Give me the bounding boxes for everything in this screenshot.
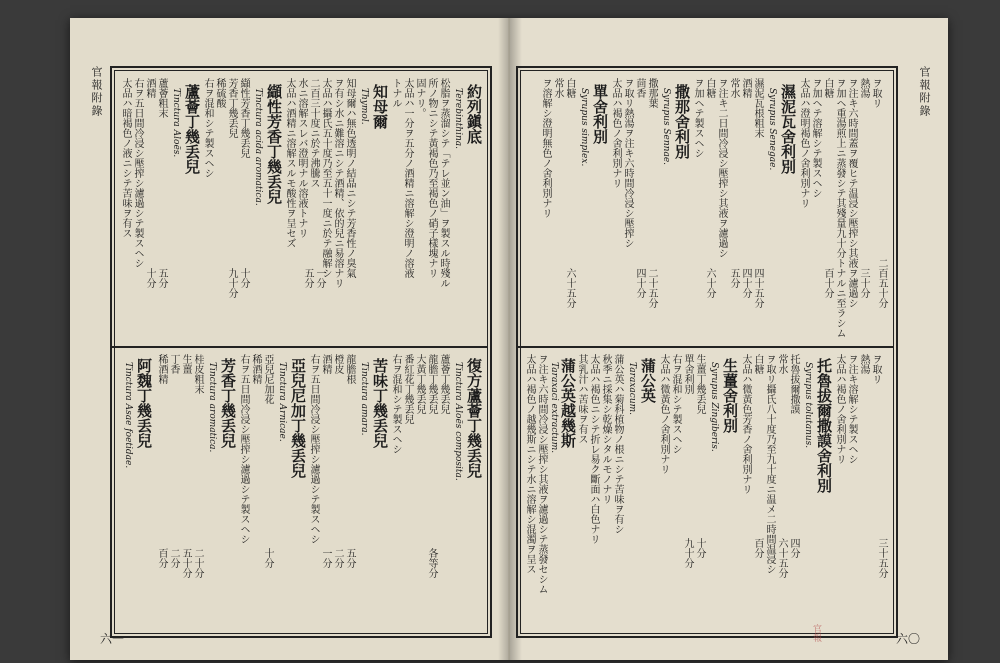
text-line: 太品ハ酒精ニ溶解スルモ酸性ヲ呈セズ	[284, 78, 295, 248]
section-title: 生薑舍利別	[721, 358, 739, 433]
text-line: 白糖	[752, 354, 763, 374]
amount: 二分	[168, 548, 179, 568]
section-title: 蒲公英	[639, 358, 657, 403]
text-line: 右ヲ五日間冷浸シ壓搾シ濾過シテ製スヘシ	[132, 78, 143, 268]
text-line: ヲ取リ	[870, 354, 881, 384]
amount: 四分	[788, 538, 799, 558]
section-title: 撒那舍利別	[673, 84, 691, 159]
text-line: 白糖	[822, 78, 833, 98]
text-line: 熱湯	[858, 354, 869, 374]
section-title: 纈性芳香丁幾丢兒	[265, 84, 283, 204]
amount: 五分	[156, 268, 167, 288]
text-line: ヲ溶解シ澄明無色ノ舍利別ナリ	[540, 78, 551, 218]
section-latin: Thymol.	[359, 88, 369, 125]
text-line: 秋季ニ採集シ乾燥シタルモノナリ	[600, 354, 611, 504]
running-head-right: 官報附錄	[918, 66, 931, 118]
page-number-left: 六一	[100, 632, 125, 646]
section-title: 單舍利別	[591, 84, 609, 144]
text-line: 芳香丁幾丢兒	[226, 78, 237, 138]
text-line: 茴香	[634, 78, 645, 98]
amount: 五分	[344, 548, 355, 568]
text-line: 蘆薈丁幾丢兒	[438, 354, 449, 414]
amount: 六十五分	[776, 538, 787, 578]
text-line: 酒精	[320, 354, 331, 374]
text-line: 濕泥瓦根粗末	[752, 78, 763, 138]
text-line: ヲ加ヘテ製スヘシ	[692, 78, 703, 158]
ink-stamp: 官報	[811, 624, 821, 642]
text-line: 太品ハ暗褐色ノ液ニシテ苦味ヲ有ス	[120, 78, 131, 238]
amount: 三十分	[858, 268, 869, 298]
amount: 二十分	[192, 548, 203, 578]
text-line: 白糖	[704, 78, 715, 98]
text-line: 橙皮	[332, 354, 343, 374]
text-line: 太品ハ微黃色ノ舍利別ナリ	[658, 354, 669, 474]
text-line: 丁香	[168, 354, 179, 374]
amount: 十分	[238, 268, 249, 288]
text-line: 番紅花丁幾丢兒	[402, 354, 413, 424]
text-line: 太品ハ褐色ノ舍利別ナリ	[610, 78, 621, 188]
text-line: 亞兒尼加花	[262, 354, 273, 404]
text-line: 所ノ物ニシテ黃褐色乃至褐色ノ硝子樣塊ナリ	[426, 78, 437, 278]
section-title: 復方蘆薈丁幾丢兒	[465, 358, 483, 478]
text-line: 撒那葉	[646, 78, 657, 108]
section-latin: Tinctura Aloës.	[171, 88, 181, 158]
section-title: 阿魏丁幾丢兒	[135, 358, 153, 448]
right-divider	[518, 346, 894, 348]
text-line: 右ヲ混和シテ製スヘシ	[202, 78, 213, 178]
text-line: 水ニ溶解スレバ澄明ナル溶液トナリ	[296, 78, 307, 238]
text-line: 龍膽根	[344, 354, 355, 384]
text-line: 太品ハ褐色ノ越幾斯ニシテ水ニ溶解シ混濁ヲ呈ス	[524, 354, 535, 574]
amount: 二分	[332, 548, 343, 568]
text-line: 稀酒精	[156, 354, 167, 384]
page-number-right: 六〇	[896, 632, 921, 646]
text-line: 右ヲ五日間冷浸シ壓搾シ濾過シテ製スヘシ	[238, 354, 249, 544]
text-line: ヲ注キ二日間冷浸シ壓搾シ其液ヲ濾過シ	[716, 78, 727, 258]
section-latin: Tinctura Asae foetidae.	[123, 362, 133, 469]
text-line: ヲ注キ六時間蓋ヲ覆ヒテ温浸シ壓搾シ其液ヲ濾過シ	[846, 78, 857, 308]
amount: 十分	[144, 268, 155, 288]
text-line: 常水	[552, 78, 563, 98]
section-title: 托魯拔爾撒謨舍利別	[815, 358, 833, 493]
text-line: 太品ハ一分ヲ五分ノ酒精ニ溶解シ澄明ノ溶液	[402, 78, 413, 278]
text-line: ヲ取リ熱湯ヲ注キ六時間冷浸シ壓搾シ	[622, 78, 633, 248]
text-line: ヲ取リ	[870, 78, 881, 108]
text-line: 蒲公英ハ菊科植物ノ根ニシテ苦味ヲ有シ	[612, 354, 623, 534]
text-line: ヲ加ヘテ溶解シテ製スヘシ	[810, 78, 821, 198]
text-line: 其乳汁ハ苦味ヲ有ス	[576, 354, 587, 444]
text-line: 太品ハ微黃色芳香ノ舍利別ナリ	[740, 354, 751, 494]
text-line: 單舍利別	[682, 354, 693, 394]
amount: 五十分	[180, 548, 191, 578]
section-title: 蘆薈丁幾丢兒	[183, 84, 201, 174]
amount: 九十分	[226, 268, 237, 298]
section-latin: Tinctura acida aromatica.	[253, 88, 263, 206]
running-head-left: 官報附錄	[90, 66, 103, 118]
section-latin: Tinctura Aloës composita.	[453, 362, 463, 481]
section-title: 芳香丁幾丢兒	[219, 358, 237, 448]
amount: 百分	[752, 538, 763, 558]
section-latin: Tinctura amara.	[359, 362, 369, 436]
amount: 六十分	[704, 268, 715, 298]
amount: 一分	[320, 548, 331, 568]
text-line: 固ナリ。	[414, 78, 425, 118]
text-line: 知母爾ハ無色透明ノ結晶ニシテ芳香性ノ臭氣	[344, 78, 355, 278]
section-latin: Syrupus Sennae.	[661, 88, 671, 166]
amount: 十分	[694, 538, 705, 558]
amount: 四十分	[634, 268, 645, 298]
amount: 各等分	[426, 548, 437, 578]
text-line: 酒精	[740, 78, 751, 98]
text-line: 太品ハ澄明褐色ノ舍利別ナリ	[798, 78, 809, 208]
text-line: ヲ注キ溶解シテ製スヘシ	[846, 354, 857, 464]
amount: 四十五分	[752, 268, 763, 308]
text-line: 右ヲ混和シテ製スヘシ	[670, 354, 681, 454]
text-line: 生薑	[180, 354, 191, 374]
amount: 二百五十分	[876, 258, 887, 308]
text-line: 桂皮粗末	[192, 354, 203, 394]
text-line: 稀酒精	[250, 354, 261, 384]
text-line: ヲ加ヘ重湯煎上ニ蒸發シテ其殘量九十分トナルニ至ラシム	[834, 78, 845, 338]
amount: 六十五分	[564, 268, 575, 308]
section-title: 苦味丁幾丢兒	[371, 358, 389, 448]
section-title: 約列鎭底	[465, 84, 483, 144]
text-line: 白糖	[564, 78, 575, 98]
section-latin: Terebinthina.	[453, 88, 463, 150]
text-line: 松脂ヲ蒸溜シテ「テレ並ン油」ヲ製スル時殘ル	[438, 78, 449, 288]
section-latin: Tinctura aromatica.	[207, 362, 217, 453]
amount: 一分	[314, 268, 325, 288]
amount: 四十分	[740, 268, 751, 298]
left-divider	[112, 346, 488, 348]
text-line: 蘆薈粗末	[156, 78, 167, 118]
section-latin: Taraxacum.	[627, 362, 637, 416]
text-line: 太品ハ攝氏五十度乃至五十一度ニ於テ融解シ	[320, 78, 331, 278]
amount: 百分	[156, 548, 167, 568]
amount: 十分	[262, 548, 273, 568]
section-latin: Syrupus Senegae.	[767, 88, 777, 171]
amount: 五分	[728, 268, 739, 288]
amount: 三十五分	[876, 538, 887, 578]
text-line: ヲ注キ六時間冷浸シ壓搾シ其液ヲ濾過シテ蒸發セシム	[536, 354, 547, 594]
section-title: 濕泥瓦舍利別	[779, 84, 797, 174]
amount: 九十分	[682, 538, 693, 568]
book-spread	[70, 18, 948, 660]
section-title: 蒲公英越幾斯	[559, 358, 577, 448]
section-latin: Taraxaci extractum.	[549, 362, 559, 454]
text-line: 酒精	[144, 78, 155, 98]
text-line: 右ヲ五日間冷浸シ壓搾シ濾過シテ製スヘシ	[308, 354, 319, 544]
text-line: 生薑丁幾丢兒	[694, 354, 705, 414]
section-title: 知母爾	[371, 84, 389, 129]
text-line: 右ヲ混和シテ製スヘシ	[390, 354, 401, 454]
text-line: トナル	[390, 78, 401, 108]
text-line: 太品ハ褐色ニシテ折レ易ク斷面ハ白色ナリ	[588, 354, 599, 544]
text-line: ヲ取リ攝氏八十度乃至九十度ニ温メ二時間温浸シ	[764, 354, 775, 574]
section-latin: Syrupus Zingiberis.	[709, 362, 719, 452]
text-line: 二百三十度ニ於テ沸騰ス	[308, 78, 319, 188]
text-line: 龍膽丁幾丢兒	[426, 354, 437, 414]
section-latin: Syrupus simplex.	[579, 88, 589, 167]
text-line: 托魯拔爾撒謨	[788, 354, 799, 414]
amount: 二十五分	[646, 268, 657, 308]
amount: 百十分	[822, 268, 833, 298]
section-latin: Tinctura Arnicae.	[277, 362, 287, 442]
section-title: 亞兒尼加丁幾丢兒	[289, 358, 307, 478]
text-line: 纈性芳香丁幾丢兒	[238, 78, 249, 158]
text-line: 常水	[776, 354, 787, 374]
text-line: 熱湯	[858, 78, 869, 98]
text-line: 太品ハ褐色ノ舍利別ナリ	[834, 354, 845, 464]
text-line: 稀硫酸	[214, 78, 225, 108]
text-line: 大黃丁幾丢兒	[414, 354, 425, 414]
section-latin: Syrupus tolutanus.	[803, 362, 813, 449]
amount: 五分	[302, 268, 313, 288]
text-line: ヲ有シ水ニ難溶ニシテ酒精、依的兒ニ易溶ナリ	[332, 78, 343, 288]
text-line: 常水	[728, 78, 739, 98]
